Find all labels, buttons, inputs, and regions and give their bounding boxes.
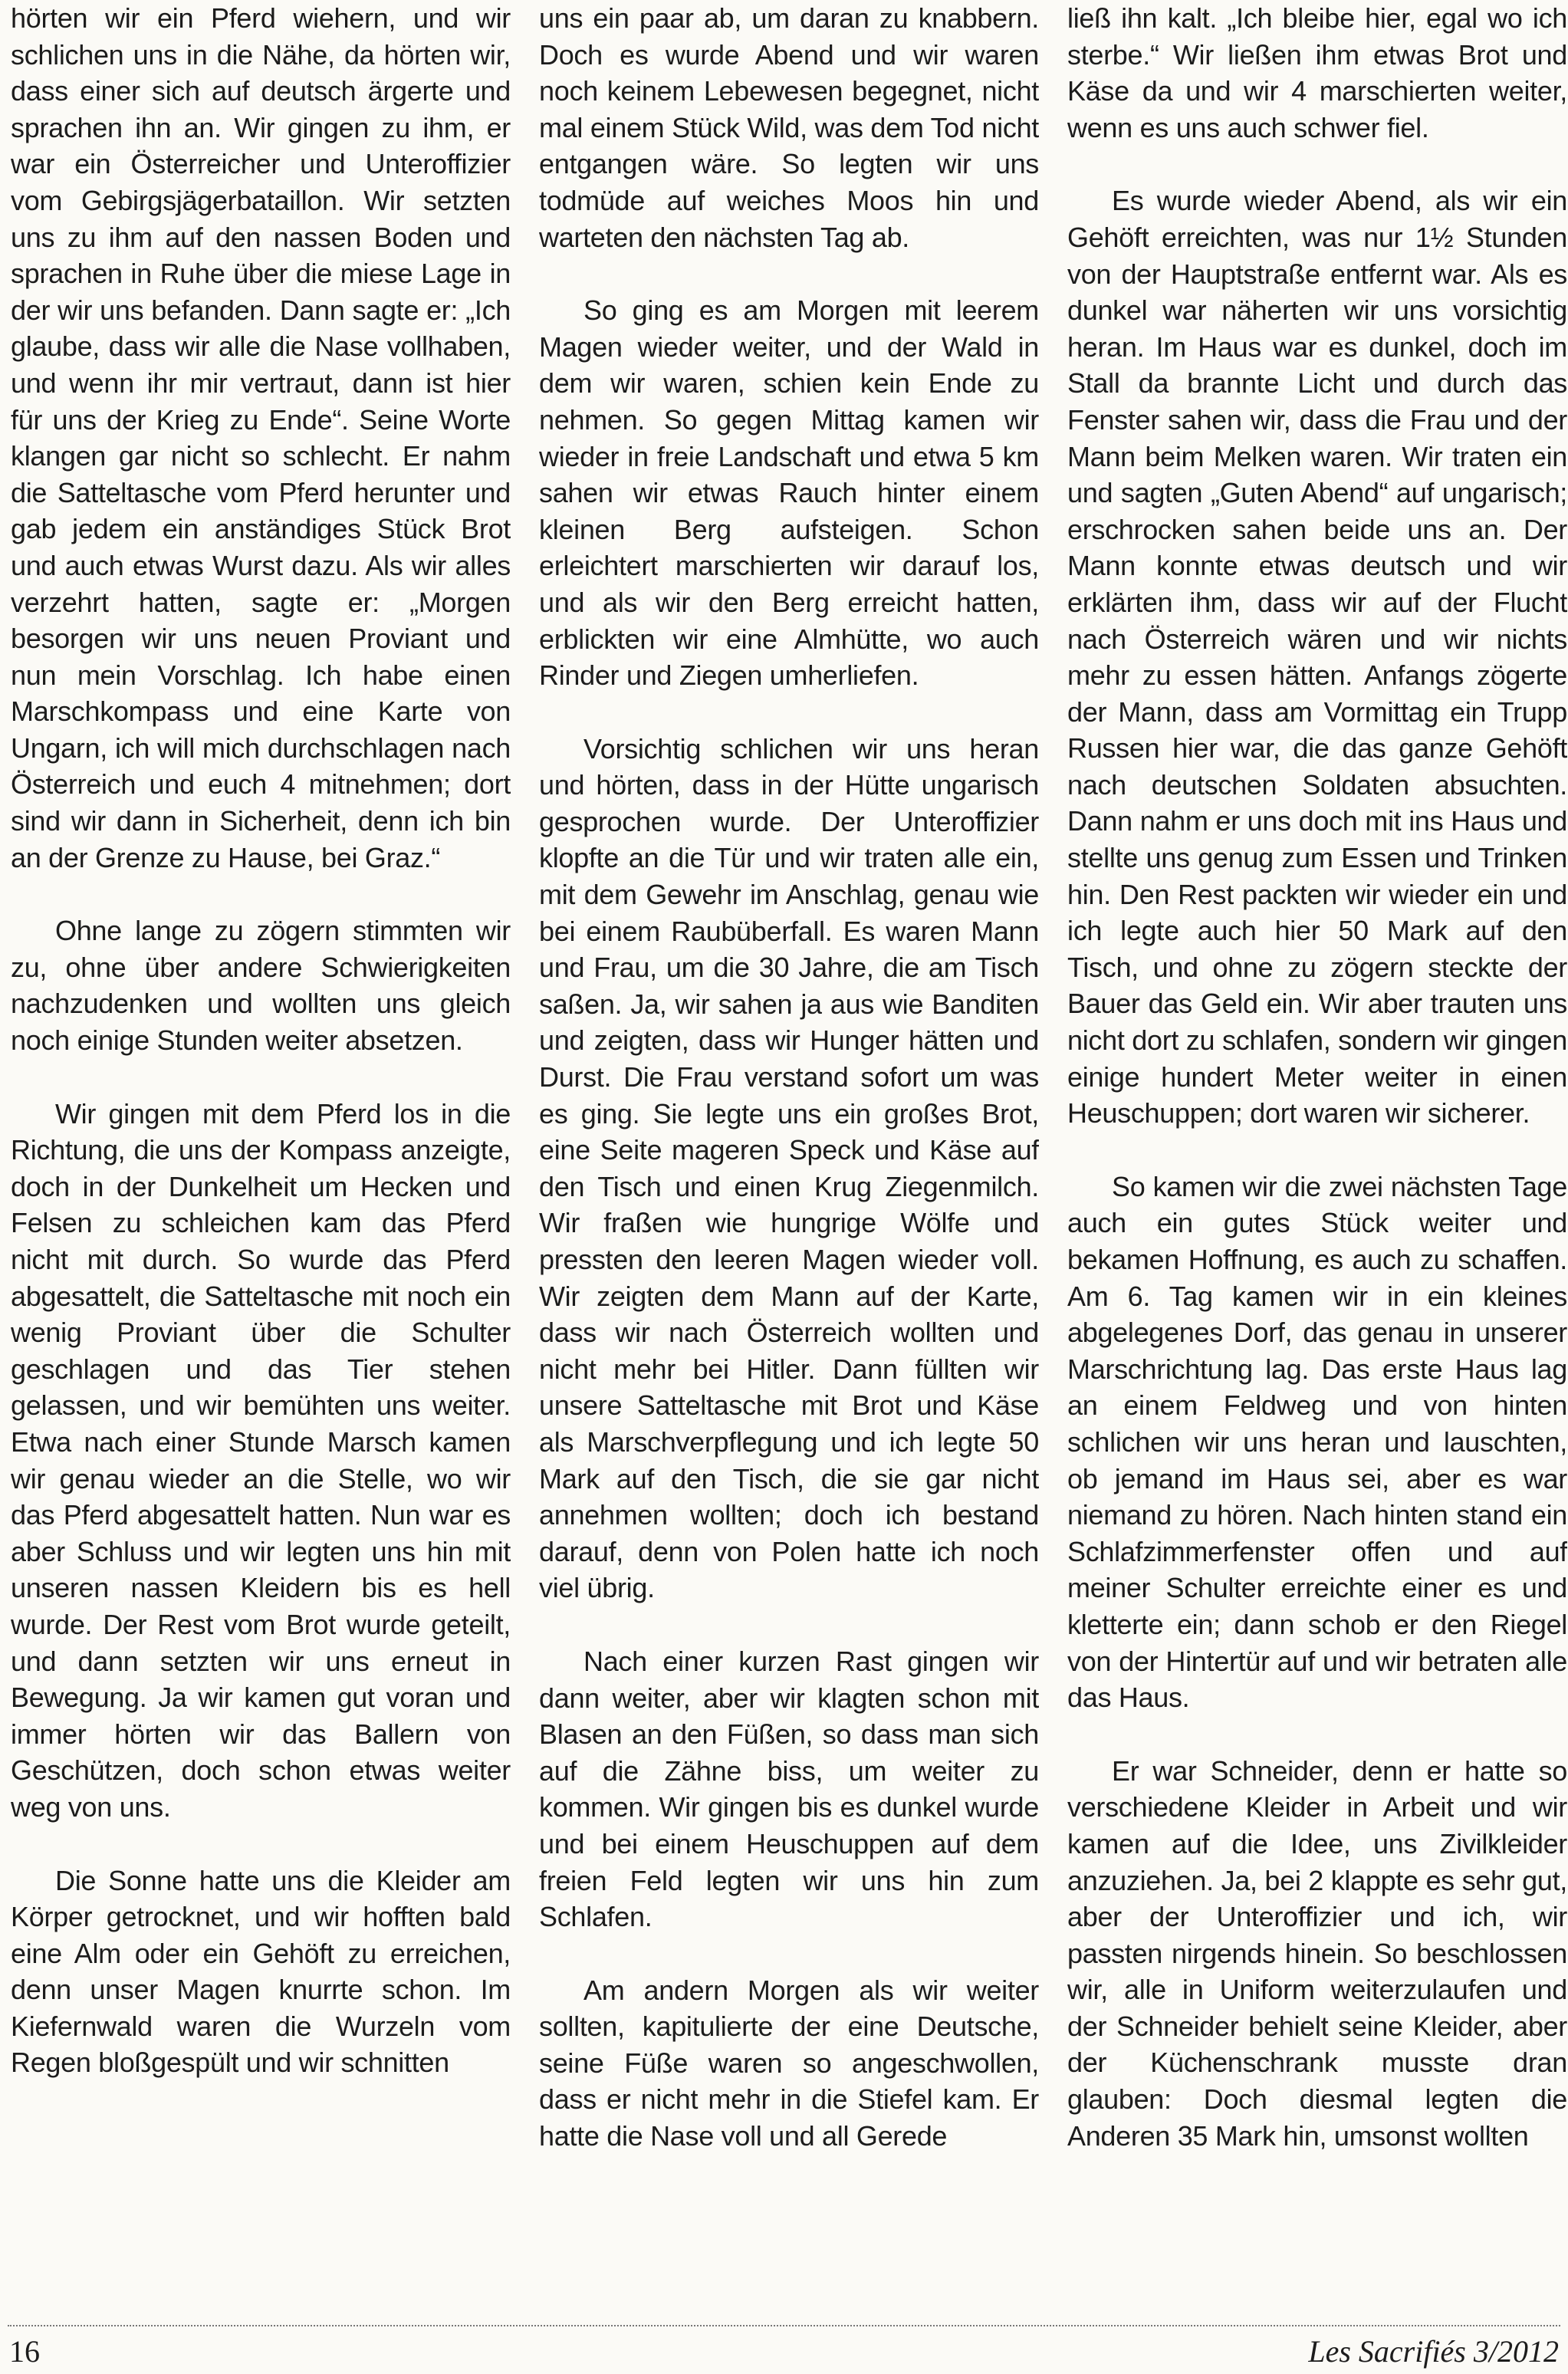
article-body: [11, 0, 1567, 2325]
paragraph: hörten wir ein Pferd wiehern, und wir schlichen uns in die Nähe, da hörten wir, dass einer sich auf deutsch ärgerte und sprachen ihn an. Wir gingen zu ihm, er war ein Österreicher und Unteroffizier vom Gebirgsjägerbataillon. Wir setzten uns zu ihm auf den nassen Boden und sprachen in Ruhe über die miese Lage in der wir uns befanden. Dann sagte er: „Ich glaube, dass wir alle die Nase vollhaben, und wenn ihr mir vertraut, dann ist hier für uns der Krieg zu Ende“. Seine Worte klangen gar nicht so schlecht. Er nahm die Satteltasche vom Pferd herunter und gab jedem ein anständiges Stück Brot und auch etwas Wurst dazu. Als wir alles verzehrt hatten, sagte er: „Morgen besorgen wir uns neuen Proviant und nun mein Vorschlag. Ich habe einen Marschkompass und eine Karte von Ungarn, ich will mich durchschlagen nach Österreich und euch 4 mitnehmen; dort sind wir dann in Sicherheit, denn ich bin an der Grenze zu Hause, bei Graz.“: [11, 2, 511, 873]
paragraph: Nach einer kurzen Rast gingen wir dann weiter, aber wir klagten schon mit Blasen an den Füßen, so dass man sich auf die Zähne biss, um weiter zu kommen. Wir gingen bis es dunkel wurde und bei einem Heuschuppen auf dem freien Feld legten wir uns hin zum Schlafen.: [539, 1645, 1039, 1933]
paragraph: ließ ihn kalt. „Ich bleibe hier, egal wo ich sterbe.“ Wir ließen ihm etwas Brot und Käse da und wir 4 marschierten weiter, wenn es uns auch schwer fiel.: [1067, 2, 1567, 143]
paragraph: Es wurde wieder Abend, als wir ein Gehöft erreichten, was nur 1½ Stunden von der Hauptstraße entfernt war. Als es dunkel war näherten wir uns vorsichtig heran. Im Haus war es dunkel, doch im Stall da brannte Licht und durch das Fenster sahen wir, dass die Frau und der Mann beim Melken waren. Wir traten ein und sagten „Guten Abend“ auf ungarisch; erschrocken sahen beide uns an. Der Mann konnte etwas deutsch und wir erklärten ihm, dass wir auf der Flucht nach Österreich wären und wir nichts mehr zu essen hätten. Anfangs zögerte der Mann, dass am Vormittag ein Trupp Russen hier war, die das ganze Gehöft nach deutschen Soldaten absuchten. Dann nahm er uns doch mit ins Haus und stellte uns genug zum Essen und Trinken hin. Den Rest packten wir wieder ein und ich legte auch hier 50 Mark auf den Tisch, und ohne zu zögern steckte der Bauer das Geld ein. Wir aber trauten uns nicht dort zu schlafen, sondern wir gingen einige hundert Meter weiter in einen Heuschuppen; dort waren wir sicherer.: [1067, 185, 1567, 1129]
paragraph: Vorsichtig schlichen wir uns heran und hörten, dass in der Hütte ungarisch gesprochen wurde. Der Unteroffizier klopfte an die Tür und wir traten alle ein, mit dem Gewehr im Anschlag, genau wie bei einem Raubüberfall. Es waren Mann und Frau, um die 30 Jahre, die am Tisch saßen. Ja, wir sahen ja aus wie Banditen und zeigten, dass wir Hunger hätten und Durst. Die Frau verstand sofort um was es ging. Sie legte uns ein großes Brot, eine Seite mageren Speck und Käse auf den Tisch und einen Krug Ziegenmilch. Wir fraßen wie hungrige Wölfe und pressten den leeren Magen wieder voll. Wir zeigten dem Mann auf der Karte, dass wir nach Österreich wollten und nicht mehr bei Hitler. Dann füllten wir unsere Satteltasche mit Brot und Käse als Marschverpflegung und ich legte 50 Mark auf den Tisch, die sie gar nicht annehmen wollten; doch ich bestand darauf, denn von Polen hatte ich noch viel übrig.: [539, 732, 1039, 1604]
text-column-2: [539, 0, 1039, 2325]
paragraph: uns ein paar ab, um daran zu knabbern. Doch es wurde Abend und wir waren noch keinem Lebewesen begegnet, nicht mal einem Stück Wild, was dem Tod nicht entgangen wäre. So legten wir uns todmüde auf weiches Moos hin und warteten den nächsten Tag ab.: [539, 2, 1039, 253]
paragraph: Am andern Morgen als wir weiter sollten, kapitulierte der eine Deutsche, seine Füße waren so angeschwollen, dass er nicht mehr in die Stiefel kam. Er hatte die Nase voll und all Gerede: [539, 1974, 1039, 2152]
page-number: 16: [9, 2334, 40, 2369]
paragraph: Ohne lange zu zögern stimmten wir zu, ohne über andere Schwierigkeiten nachzudenken und wollten uns gleich noch einige Stunden weiter absetzen.: [11, 915, 511, 1057]
paragraph: Die Sonne hatte uns die Kleider am Körper getrocknet, und wir hofften bald eine Alm oder ein Gehöft zu erreichen, denn unser Magen knurrte schon. Im Kiefernwald waren die Wurzeln vom Regen bloßgespült und wir schnitten: [11, 1864, 511, 2079]
paragraph: Wir gingen mit dem Pferd los in die Richtung, die uns der Kompass anzeigte, doch in der Dunkelheit um Hecken und Felsen zu schleichen kam das Pferd nicht mit durch. So wurde das Pferd abgesattelt, die Satteltasche mit noch ein wenig Proviant über die Schulter geschlagen und das Tier stehen gelassen, und wir bemühten uns weiter. Etwa nach einer Stunde Marsch kamen wir genau wieder an die Stelle, wo wir das Pferd abgesattelt hatten. Nun war es aber Schluss und wir legten uns hin mit unseren nassen Kleidern bis es hell wurde. Der Rest vom Brot wurde geteilt, und dann setzten wir uns erneut in Bewegung. Ja wir kamen gut voran und immer hörten wir das Ballern von Geschützen, doch schon etwas weiter weg von uns.: [11, 1097, 511, 1823]
paragraph: So kamen wir die zwei nächsten Tage auch ein gutes Stück weiter und bekamen Hoffnung, es auch zu schaffen. Am 6. Tag kamen wir in ein kleines abgelegenes Dorf, das genau in unserer Marschrichtung lag. Das erste Haus lag an einem Feldweg und von hinten schlichen wir uns heran und lauschten, ob jemand im Haus sei, aber es war niemand zu hören. Nach hinten stand ein Schlafzimmerfenster offen und auf meiner Schulter erreichte einer es und kletterte ein; dann schob er den Riegel von der Hintertür auf und wir betraten alle das Haus.: [1067, 1170, 1567, 1714]
text-column-1: [11, 0, 511, 2325]
publication-title: Les Sacrifiés 3/2012: [1308, 2334, 1559, 2369]
text-column-3: [1067, 0, 1567, 2325]
paragraph: So ging es am Morgen mit leerem Magen wieder weiter, und der Wald in dem wir waren, schien kein Ende zu nehmen. So gegen Mittag kamen wir wieder in freie Landschaft und etwa 5 km sahen wir etwas Rauch hinter einem kleinen Berg aufsteigen. Schon erleichtert marschierten wir darauf los, und als wir den Berg erreicht hatten, erblickten wir eine Almhütte, wo auch Rinder und Ziegen umherliefen.: [539, 294, 1039, 692]
footer-divider: [8, 2325, 1560, 2326]
paragraph: Er war Schneider, denn er hatte so verschiedene Kleider in Arbeit und wir kamen auf die Idee, uns Zivilkleider anzuziehen. Ja, bei 2 klappte es sehr gut, aber der Unteroffizier und ich, wir passten nirgends hinein. So beschlossen wir, alle in Uniform weiterzulaufen und der Schneider behielt seine Kleider, aber der Küchenschrank musste dran glauben: Doch diesmal legten die Anderen 35 Mark hin, umsonst wollten: [1067, 1754, 1567, 2152]
